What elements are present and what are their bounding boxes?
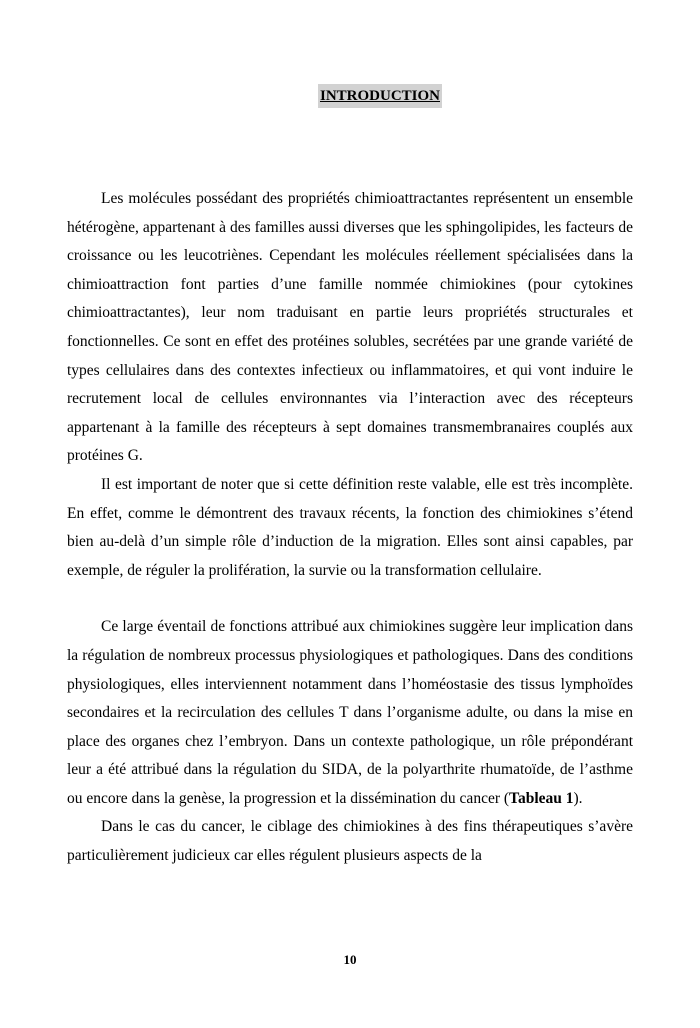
paragraph-3-end: ). [573, 789, 583, 807]
paragraph-2: Il est important de noter que si cette définition reste valable, elle est très incomplète. En effet, comme le démontrent des travaux récents, la fonction des chimiokines s’étend bien au-delà d’un simple rôle d’induction de la migration. Elles sont ainsi capables, par exemple, de réguler la prolifération, la survie ou la transformation cellulaire. [67, 475, 633, 579]
paragraph-3-text: Ce large éventail de fonctions attribué aux chimiokines suggère leur implication dans la régulation de nombreux processus physiologiques et pathologiques. Dans des conditions physiologiques, elles interviennent notamment dans l’homéostasie des tissus lymphoïdes secondaires et la recirculation des cellules T dans l’organisme adulte, ou dans la mise en place des organes chez l’embryon. Dans un contexte pathologique, un rôle prépondérant leur a été attribué dans la régulation du SIDA, de la polyarthrite rhumatoïde, de l’asthme ou encore dans la genèse, la progression et la dissémination du cancer ( [67, 618, 633, 807]
paragraph-gap [67, 585, 633, 613]
title-container [0, 84, 700, 108]
paragraph-4: Dans le cas du cancer, le ciblage des chimiokines à des fins thérapeutiques s’avère particulièrement judicieux car elles régulent plusieurs aspects de la [67, 818, 633, 865]
page-number: 10 [343, 952, 357, 967]
paragraph-1: Les molécules possédant des propriétés chimioattractantes représentent un ensemble hétérogène, appartenant à des familles aussi diverses que les sphingolipides, les facteurs de croissance ou les leucotriènes. Cependant les molécules réellement spécialisées dans la chimioattraction font parties d’une famille nommée chimiokines (pour cytokines chimioattractantes), leur nom traduisant en partie leurs propriétés structurales et fonctionnelles. Ce sont en effet des protéines solubles, secrétées par une grande variété de types cellulaires dans des contextes infectieux ou inflammatoires, et qui vont induire le recrutement local de cellules environnantes via l’interaction avec des récepteurs appartenant à la famille des récepteurs à sept domaines transmembranaires couplés aux protéines G. [67, 190, 633, 465]
paragraph-3 [67, 613, 633, 813]
body-text [67, 185, 633, 871]
section-title: INTRODUCTION [318, 84, 442, 108]
table-reference: Tableau 1 [509, 789, 574, 807]
